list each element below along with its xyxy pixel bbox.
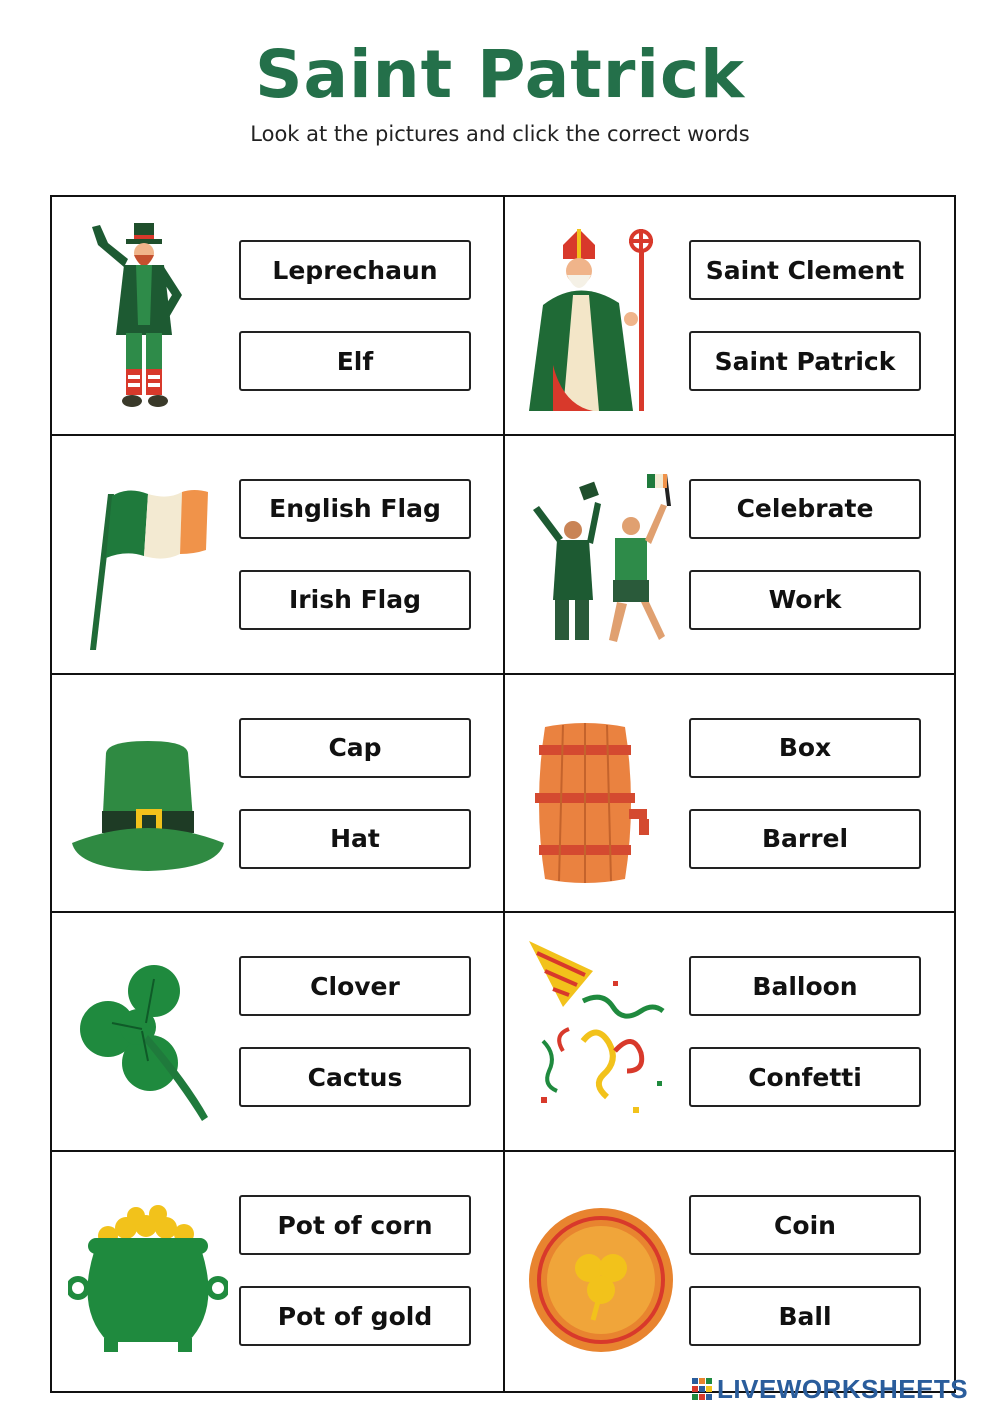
barrel-illustration — [523, 693, 683, 893]
liveworksheets-logo — [692, 1374, 968, 1404]
instructions: Look at the pictures and click the correct words — [250, 122, 750, 146]
option-button[interactable]: Coin — [689, 1195, 921, 1255]
green-hat-illustration — [68, 693, 228, 893]
option-button[interactable]: Ball — [689, 1286, 921, 1346]
celebrating-people-illustration — [523, 454, 683, 654]
option-button[interactable]: Balloon — [689, 956, 921, 1016]
pot-of-gold-illustration — [68, 1170, 228, 1370]
item-coin — [505, 1152, 956, 1391]
option-button[interactable]: Saint Patrick — [689, 331, 921, 391]
option-button[interactable]: Leprechaun — [239, 240, 471, 300]
page-title: Saint Patrick — [254, 36, 746, 113]
item-confetti — [505, 913, 956, 1152]
confetti-illustration — [523, 931, 683, 1131]
item-flag — [52, 436, 505, 675]
item-leprechaun — [52, 197, 505, 436]
item-celebrate — [505, 436, 956, 675]
irish-flag-illustration — [68, 454, 228, 654]
option-button[interactable]: Elf — [239, 331, 471, 391]
logo-text: LIVEWORKSHEETS — [717, 1373, 969, 1404]
option-button[interactable]: Saint Clement — [689, 240, 921, 300]
option-button[interactable]: Cactus — [239, 1047, 471, 1107]
exercise-grid — [50, 195, 956, 1393]
option-button[interactable]: Hat — [239, 809, 471, 869]
option-button[interactable]: Cap — [239, 718, 471, 778]
item-saint-patrick — [505, 197, 956, 436]
option-button[interactable]: Box — [689, 718, 921, 778]
option-button[interactable]: Work — [689, 570, 921, 630]
option-button[interactable]: Celebrate — [689, 479, 921, 539]
option-button[interactable]: Irish Flag — [239, 570, 471, 630]
option-button[interactable]: Clover — [239, 956, 471, 1016]
item-pot — [52, 1152, 505, 1391]
leprechaun-illustration — [68, 215, 228, 415]
option-button[interactable]: Pot of gold — [239, 1286, 471, 1346]
coin-illustration — [523, 1170, 683, 1370]
item-clover — [52, 913, 505, 1152]
saint-patrick-illustration — [523, 215, 683, 415]
liveworksheets-logo-icon — [692, 1378, 712, 1400]
option-button[interactable]: Confetti — [689, 1047, 921, 1107]
clover-illustration — [68, 931, 228, 1131]
option-button[interactable]: Pot of corn — [239, 1195, 471, 1255]
item-hat — [52, 675, 505, 914]
option-button[interactable]: English Flag — [239, 479, 471, 539]
item-barrel — [505, 675, 956, 914]
option-button[interactable]: Barrel — [689, 809, 921, 869]
